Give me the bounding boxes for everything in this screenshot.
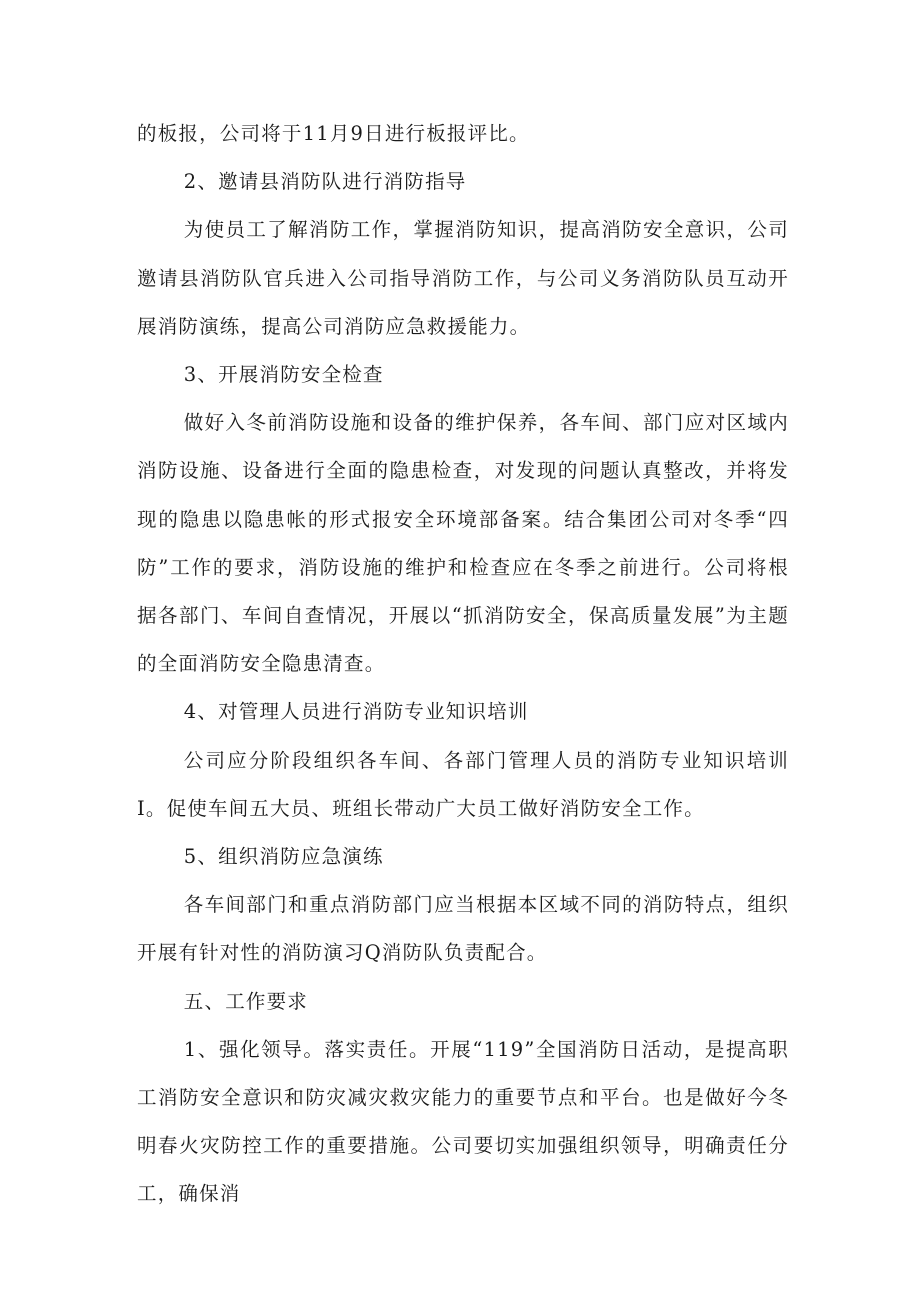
- paragraph-strengthen-leadership: 1、强化领导。落实责任。开展“119”全国消防日活动，是提高职工消防安全意识和防灾减灾救灾能力的重要节点和平台。也是做好今冬明春火灾防控工作的重要措施。公司要切实加强组织领导，明确责任分工，确保消: [137, 1037, 789, 1206]
- heading-manager-training: 4、对管理人员进行消防专业知识培训: [183, 700, 529, 724]
- paragraph-continuation: 的板报，公司将于11月9日进行板报评比。: [137, 122, 530, 145]
- heading-safety-inspection: 3、开展消防安全检查: [183, 363, 384, 387]
- paragraph-manager-training: 公司应分阶段组织各车间、各部门管理人员的消防专业知识培训I。促使车间五大员、班组长带动广大员工做好消防安全工作。: [137, 748, 789, 820]
- document-body: [137, 110, 789, 1219]
- heading-work-requirements: 五、工作要求: [183, 989, 308, 1013]
- paragraph-invite-fire-brigade: 为使员工了解消防工作，掌握消防知识，提高消防安全意识，公司邀请县消防队官兵进入公司指导消防工作，与公司义务消防队员互动开展消防演练，提高公司消防应急救援能力。: [137, 218, 789, 338]
- paragraph-safety-inspection: 做好入冬前消防设施和设备的维护保养，各车间、部门应对区域内消防设施、设备进行全面的隐患检查，对发现的问题认真整改，并将发现的隐患以隐患帐的形式报安全环境部备案。结合集团公司对冬季“四防”工作的要求，消防设施的维护和检查应在冬季之前进行。公司将根据各部门、车间自查情况，开展以“抓消防安全，保高质量发展”为主题的全面消防安全隐患清查。: [137, 411, 789, 676]
- heading-emergency-drill: 5、组织消防应急演练: [183, 845, 384, 869]
- paragraph-emergency-drill: 各车间部门和重点消防部门应当根据本区域不同的消防特点，组织开展有针对性的消防演习Q消防队负责配合。: [137, 893, 789, 965]
- heading-invite-fire-brigade: 2、邀请县消防队进行消防指导: [183, 170, 467, 194]
